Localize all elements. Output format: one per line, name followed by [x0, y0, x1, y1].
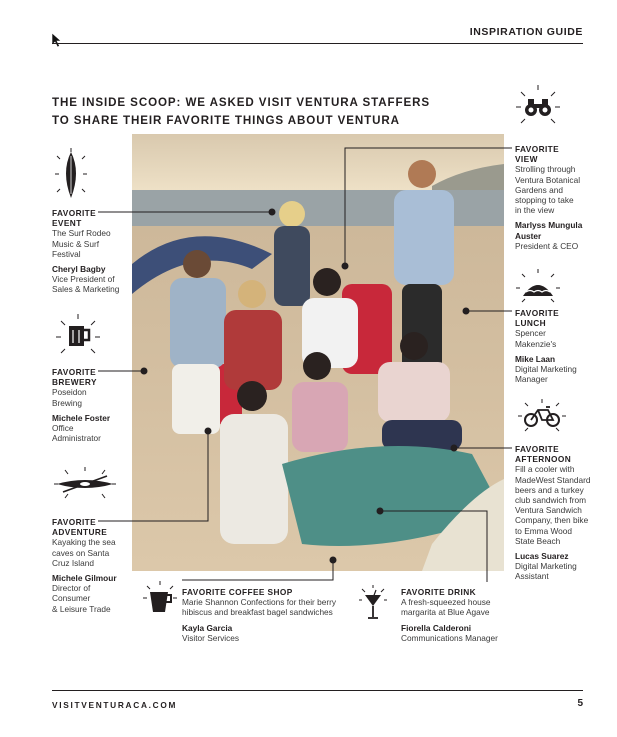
role-line: Sales & Marketing — [52, 284, 120, 295]
role-line: & Leisure Trade — [52, 603, 111, 614]
text-line: Fill a cooler with — [515, 464, 575, 475]
role-line: Administrator — [52, 433, 101, 444]
label-line: FAVORITE — [52, 367, 97, 377]
text-line: Ventura Botanical — [515, 174, 581, 185]
name-line: Auster — [515, 230, 542, 241]
staff-role — [52, 583, 132, 614]
beer-mug-icon — [55, 313, 101, 359]
label-line: FAVORITE — [515, 308, 560, 318]
favorite-adventure-block — [52, 517, 132, 614]
text-line: Kayaking the sea — [52, 537, 116, 548]
favorite-lunch-block — [515, 308, 605, 384]
favorite-adventure-text — [52, 537, 132, 568]
bicycle-icon — [517, 398, 567, 434]
favorite-event-label — [52, 208, 132, 228]
surfboard-icon — [53, 146, 89, 202]
text-line: Marie Shannon Confections for their berry — [182, 597, 337, 608]
label-line: BREWERY — [52, 377, 97, 388]
label-line: FAVORITE — [515, 444, 560, 454]
text-line: Ventura Sandwich — [515, 505, 582, 516]
role-line: Office — [52, 423, 74, 434]
text-line: Gardens and — [515, 184, 563, 195]
role-line: Consumer — [52, 593, 91, 604]
favorite-coffee-label: FAVORITE COFFEE SHOP — [182, 587, 293, 597]
staff-group-photo — [132, 134, 504, 571]
favorite-view-label — [515, 144, 605, 164]
text-line: Poseidon — [52, 387, 87, 398]
label-line: AFTERNOON — [515, 454, 572, 465]
favorite-coffee-text — [182, 597, 362, 617]
section-title: INSPIRATION GUIDE — [469, 26, 583, 38]
staff-role — [52, 274, 132, 294]
favorite-event-block — [52, 208, 132, 295]
page-number: 5 — [577, 698, 583, 709]
label-line: LUNCH — [515, 318, 547, 329]
favorite-afternoon-text — [515, 464, 607, 546]
footer-website-link[interactable]: VISITVENTURACA.COM — [52, 700, 178, 710]
role-line: Assistant — [515, 571, 549, 582]
text-line: Music & Surf — [52, 238, 100, 249]
favorite-event-text — [52, 228, 132, 259]
role-line: Digital Marketing — [515, 561, 577, 572]
text-line: margarita at Blue Agave — [401, 607, 490, 618]
text-line: The Surf Rodeo — [52, 228, 111, 239]
text-line: Cruz Island — [52, 557, 94, 568]
label-line: FAVORITE — [52, 208, 97, 218]
favorite-afternoon-label — [515, 444, 607, 464]
favorite-brewery-block — [52, 367, 132, 443]
label-line: VIEW — [515, 154, 538, 165]
page-headline — [52, 94, 452, 130]
label-line: FAVORITE — [515, 144, 560, 154]
binoculars-icon — [515, 84, 561, 130]
staff-name: Lucas Suarez — [515, 551, 569, 562]
role-line: Manager — [515, 374, 548, 385]
staff-name: Kayla Garcia — [182, 622, 233, 633]
favorite-lunch-label — [515, 308, 605, 328]
name-line: Marlyss Mungula — [515, 220, 583, 231]
staff-role — [515, 561, 607, 581]
text-line: Makenzie's — [515, 338, 557, 349]
staff-role — [515, 241, 605, 251]
cocktail-icon — [358, 584, 388, 624]
role-line: President & CEO — [515, 240, 579, 251]
text-line: caves on Santa — [52, 547, 110, 558]
role-line: Vice President of — [52, 274, 115, 285]
text-line: MadeWest Standard — [515, 474, 591, 485]
text-line: Brewing — [52, 397, 82, 408]
footer-rule — [52, 690, 583, 691]
role-line: Digital Marketing — [515, 364, 577, 375]
favorite-lunch-text — [515, 328, 605, 348]
favorite-coffee-block — [182, 587, 362, 643]
role-line: Visitor Services — [182, 632, 240, 643]
staff-role — [52, 423, 132, 443]
headline-line-2: TO SHARE THEIR FAVORITE THINGS ABOUT VENTURA — [52, 114, 400, 127]
text-line: Spencer — [515, 328, 546, 339]
text-line: to Emma Wood — [515, 525, 573, 536]
text-line: Company, then bike — [515, 515, 589, 526]
label-line: FAVORITE — [52, 517, 97, 527]
favorite-adventure-label — [52, 517, 132, 537]
role-line: Director of — [52, 583, 91, 594]
staff-name: Michele Foster — [52, 412, 111, 423]
headline-line-1: THE INSIDE SCOOP: WE ASKED VISIT VENTURA STAFFERS — [52, 96, 430, 109]
favorite-view-text — [515, 164, 605, 215]
favorite-drink-text — [401, 597, 513, 617]
staff-name: Fiorella Calderoni — [401, 622, 472, 633]
text-line: stopping to take — [515, 195, 574, 206]
favorite-drink-block — [401, 587, 513, 643]
text-line: Strolling through — [515, 164, 576, 175]
text-line: State Beach — [515, 535, 561, 546]
staff-name: Mike Laan — [515, 353, 556, 364]
header-rule — [52, 43, 583, 44]
favorite-afternoon-block — [515, 444, 607, 582]
staff-role — [182, 633, 362, 643]
text-line: A fresh-squeezed house — [401, 597, 491, 608]
staff-role — [401, 633, 513, 643]
favorite-drink-label: FAVORITE DRINK — [401, 587, 477, 597]
staff-name: Michele Gilmour — [52, 573, 117, 584]
kayak-icon — [53, 466, 117, 502]
text-line: Festival — [52, 248, 81, 259]
favorite-view-block — [515, 144, 605, 251]
role-line: Communications Manager — [401, 632, 498, 643]
favorite-brewery-text — [52, 387, 132, 407]
favorite-brewery-label — [52, 367, 132, 387]
mouse-cursor-icon — [51, 32, 63, 48]
staff-name: Cheryl Bagby — [52, 264, 106, 275]
staff-name — [515, 220, 605, 240]
staff-role — [515, 364, 605, 384]
text-line: in the view — [515, 205, 555, 216]
text-line: beers and a turkey — [515, 484, 584, 495]
label-line: EVENT — [52, 218, 82, 229]
taco-icon — [515, 268, 561, 306]
text-line: hibiscus and breakfast bagel sandwiches — [182, 607, 333, 618]
label-line: ADVENTURE — [52, 527, 108, 538]
text-line: club sandwich from — [515, 495, 587, 506]
coffee-cup-icon — [142, 580, 178, 616]
